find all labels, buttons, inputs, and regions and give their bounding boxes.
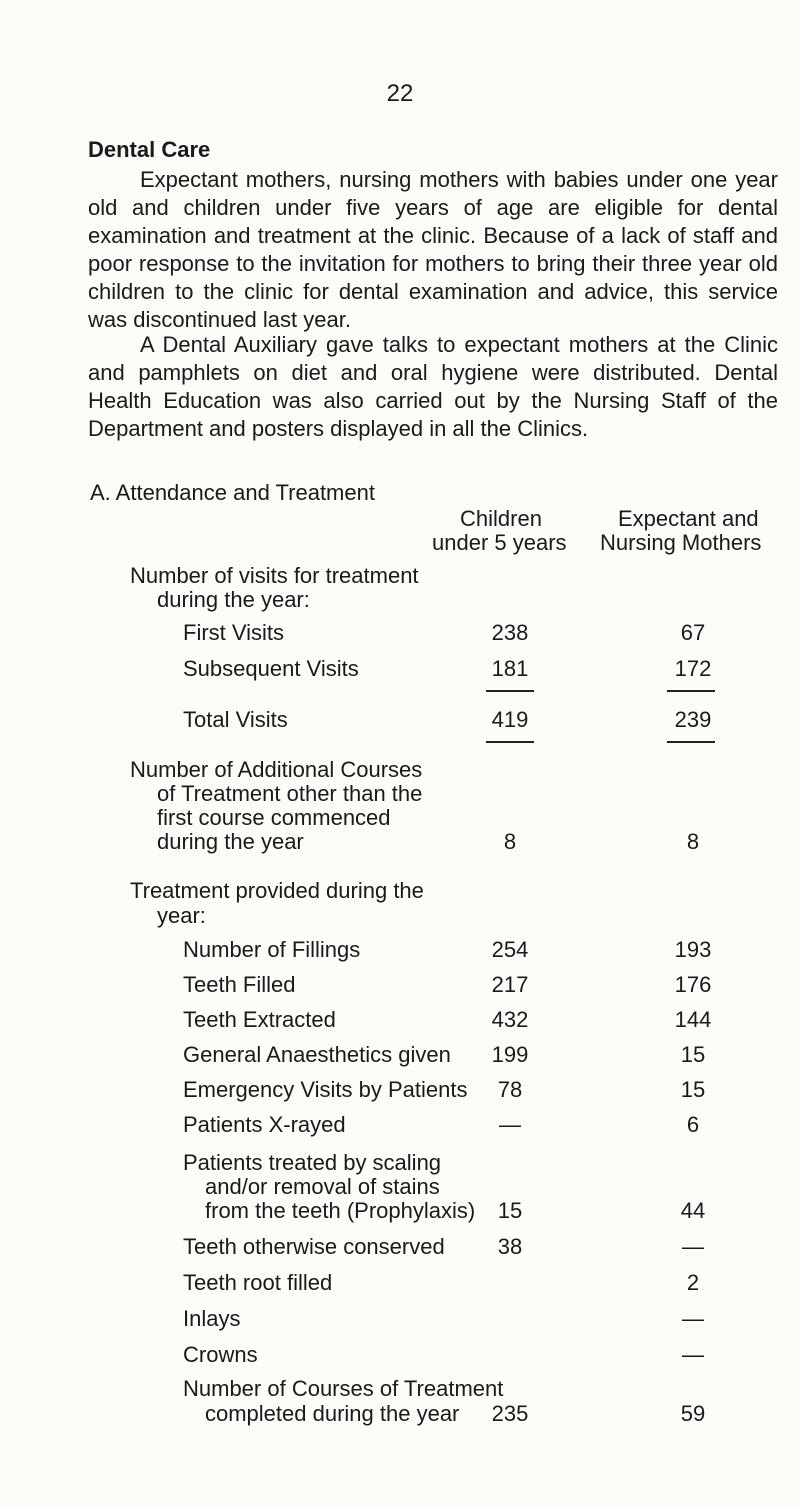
- cell-mothers: 15: [680, 1077, 706, 1102]
- table-title: A. Attendance and Treatment: [90, 480, 375, 505]
- treatment-heading-sub: year:: [157, 903, 206, 928]
- total-rule-bottom: [486, 741, 534, 743]
- total-rule-bottom: [667, 741, 715, 743]
- row-label: Teeth otherwise conserved: [183, 1234, 445, 1259]
- completed-label: completed during the year: [205, 1401, 460, 1426]
- row-label: Number of Fillings: [183, 937, 361, 962]
- row-label: Teeth root filled: [183, 1270, 333, 1295]
- row-label: Emergency Visits by Patients: [183, 1077, 468, 1102]
- cell-mothers: 67: [680, 620, 706, 645]
- cell-mothers: 193: [674, 937, 712, 962]
- cell-mothers: 176: [674, 972, 712, 997]
- page-number: 22: [386, 80, 414, 107]
- cell-children: 38: [497, 1234, 523, 1259]
- total-mothers: 239: [674, 707, 712, 732]
- cell-mothers: 2: [686, 1270, 700, 1295]
- cell-mothers: —: [682, 1342, 704, 1367]
- cell-children: 432: [491, 1007, 529, 1032]
- cell-mothers: 15: [680, 1042, 706, 1067]
- row-label: Patients X-rayed: [183, 1112, 346, 1137]
- completed-label: Number of Courses of Treatment: [183, 1376, 504, 1401]
- column-header-mothers-sub: Nursing Mothers: [600, 530, 762, 555]
- total-rule-top: [667, 690, 715, 692]
- row-label: Teeth Filled: [183, 972, 296, 997]
- cell-children: 8: [503, 829, 517, 854]
- paragraph-1: [88, 166, 778, 334]
- paragraph-2: [88, 331, 778, 443]
- scaling-label: Patients treated by scaling: [183, 1150, 442, 1175]
- cell-children: 181: [491, 656, 529, 681]
- cell-children: 199: [491, 1042, 529, 1067]
- cell-children: 78: [497, 1077, 523, 1102]
- cell-children: 254: [491, 937, 529, 962]
- visits-heading: Number of visits for treatment: [130, 563, 419, 588]
- additional-courses-label: of Treatment other than the: [157, 781, 423, 806]
- cell-mothers: 144: [674, 1007, 712, 1032]
- cell-children: 238: [491, 620, 529, 645]
- scaling-label: from the teeth (Prophylaxis): [205, 1198, 476, 1223]
- cell-mothers: 59: [680, 1401, 706, 1426]
- row-label: Teeth Extracted: [183, 1007, 336, 1032]
- total-rule-top: [486, 690, 534, 692]
- additional-courses-label: first course commenced: [157, 805, 391, 830]
- paragraph-text: A Dental Auxiliary gave talks to expectant mothers at the Clinic and pamphlets on diet and oral hygiene were distributed. Dental Health Education was also carried out by the Nursing Staff of the Department and posters displayed in all the Clinics.: [88, 332, 778, 441]
- additional-courses-label: Number of Additional Courses: [130, 757, 423, 782]
- paragraph-text: Expectant mothers, nursing mothers with babies under one year old and children under five years of age are eligible for dental examination and treatment at the clinic. Because of a lack of staff and poor response to the invitation for mothers to bring their three year old children to the clinic for dental examination and advice, this service was discontinued last year.: [88, 167, 778, 332]
- treatment-heading: Treatment provided during the: [130, 878, 424, 903]
- row-label: Inlays: [183, 1306, 241, 1331]
- total-label: Total Visits: [183, 707, 288, 732]
- column-header-children: Children: [460, 506, 542, 531]
- row-label: Subsequent Visits: [183, 656, 359, 681]
- cell-mothers: 6: [686, 1112, 700, 1137]
- cell-children: —: [499, 1112, 521, 1137]
- section-heading: Dental Care: [88, 137, 211, 162]
- cell-mothers: —: [682, 1306, 704, 1331]
- total-children: 419: [491, 707, 529, 732]
- cell-mothers: 8: [686, 829, 700, 854]
- cell-children: 217: [491, 972, 529, 997]
- visits-heading-sub: during the year:: [157, 587, 310, 612]
- row-label: General Anaesthetics given: [183, 1042, 451, 1067]
- cell-mothers: 44: [680, 1198, 706, 1223]
- cell-mothers: —: [682, 1234, 704, 1259]
- additional-courses-label: during the year: [157, 829, 304, 854]
- cell-children: 15: [497, 1198, 523, 1223]
- column-header-mothers: Expectant and: [618, 506, 759, 531]
- scaling-label: and/or removal of stains: [205, 1174, 440, 1199]
- cell-mothers: 172: [674, 656, 712, 681]
- column-header-children-sub: under 5 years: [432, 530, 567, 555]
- row-label: First Visits: [183, 620, 285, 645]
- row-label: Crowns: [183, 1342, 258, 1367]
- cell-children: 235: [491, 1401, 529, 1426]
